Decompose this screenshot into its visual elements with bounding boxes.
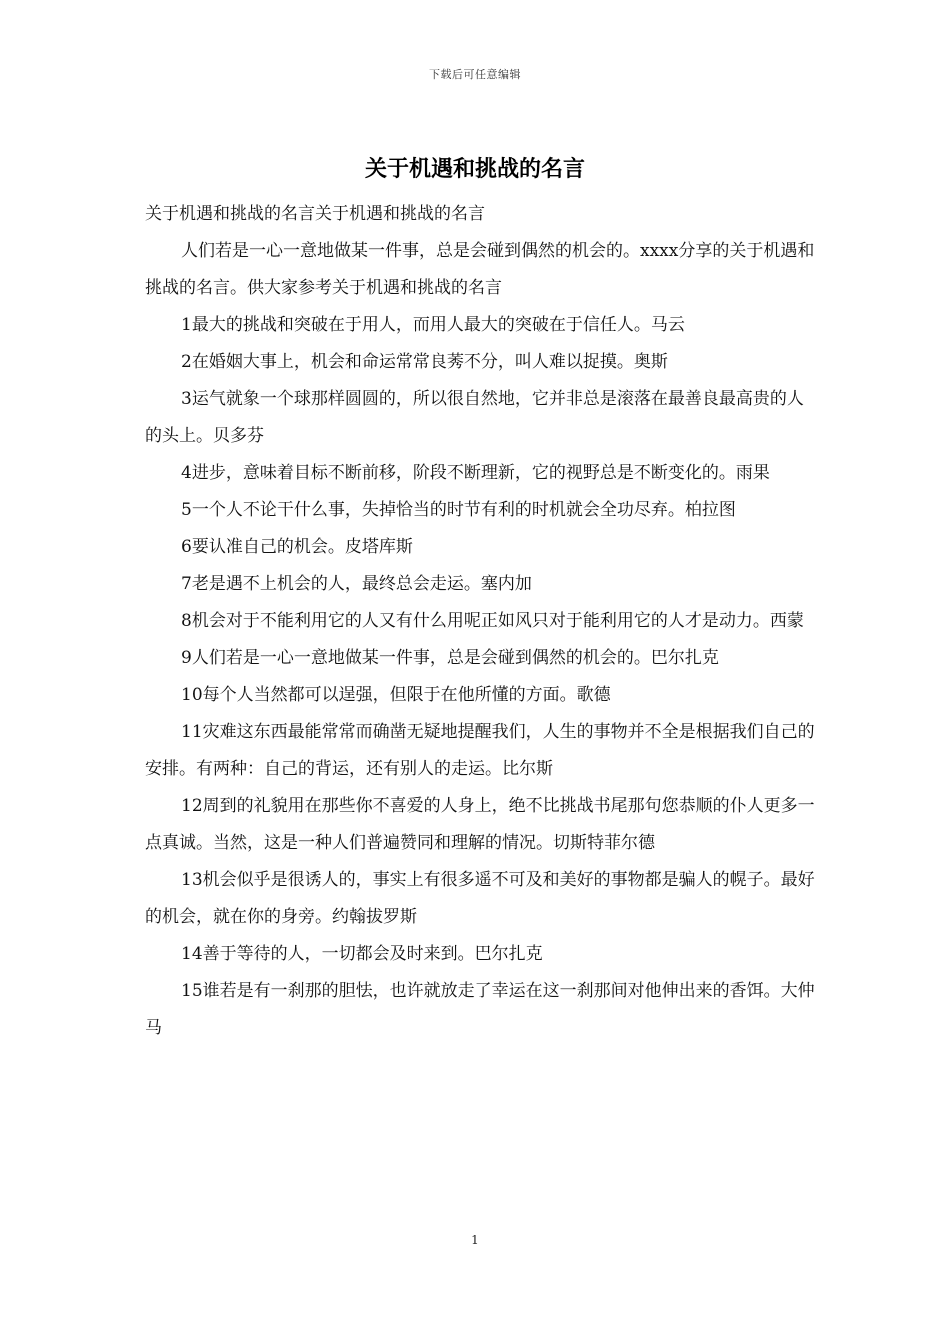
quote-item: 3运气就象一个球那样圆圆的，所以很自然地，它并非总是滚落在最善良最高贵的人的头上。贝多芬 — [145, 389, 804, 446]
quote-item: 4进步，意味着目标不断前移，阶段不断理新，它的视野总是不断变化的。雨果 — [181, 463, 770, 483]
quote-item: 8机会对于不能利用它的人又有什么用呢正如风只对于能利用它的人才是动力。西蒙 — [181, 611, 804, 631]
quote-item: 2在婚姻大事上，机会和命运常常良莠不分，叫人难以捉摸。奥斯 — [181, 352, 668, 372]
document-title: 关于机遇和挑战的名言 — [364, 157, 585, 182]
quote-item: 9人们若是一心一意地做某一件事，总是会碰到偶然的机会的。巴尔扎克 — [181, 648, 719, 668]
page-number: 1 — [471, 1233, 479, 1247]
subtitle-paragraph: 关于机遇和挑战的名言关于机遇和挑战的名言 — [145, 204, 485, 224]
quote-item: 5一个人不论干什么事，失掉恰当的时节有利的时机就会全功尽弃。柏拉图 — [181, 500, 736, 520]
intro-paragraph: 人们若是一心一意地做某一件事，总是会碰到偶然的机会的。xxxx分享的关于机遇和挑战的名言。供大家参考关于机遇和挑战的名言 — [145, 241, 815, 298]
quote-item: 7老是遇不上机会的人，最终总会走运。塞内加 — [181, 574, 532, 594]
quote-item: 12周到的礼貌用在那些你不喜爱的人身上，绝不比挑战书尾那句您恭顺的仆人更多一点真诚。当然，这是一种人们普遍赞同和理解的情况。切斯特菲尔德 — [145, 796, 815, 853]
document-body — [145, 196, 820, 1047]
header-note: 下载后可任意编辑 — [429, 68, 521, 81]
quote-item: 14善于等待的人，一切都会及时来到。巴尔扎克 — [181, 944, 543, 964]
quote-item: 11灾难这东西最能常常而确凿无疑地提醒我们，人生的事物并不全是根据我们自己的安排。有两种：自己的背运，还有别人的走运。比尔斯 — [145, 722, 815, 779]
quote-item: 13机会似乎是很诱人的，事实上有很多遥不可及和美好的事物都是骗人的幌子。最好的机会，就在你的身旁。约翰拔罗斯 — [145, 870, 815, 927]
quote-item: 15谁若是有一刹那的胆怯，也许就放走了幸运在这一刹那间对他伸出来的香饵。大仲马 — [145, 981, 815, 1038]
quote-item: 10每个人当然都可以逞强，但限于在他所懂的方面。歌德 — [181, 685, 611, 705]
quote-item: 1最大的挑战和突破在于用人，而用人最大的突破在于信任人。马云 — [181, 315, 685, 335]
quote-item: 6要认准自己的机会。皮塔库斯 — [181, 537, 413, 557]
